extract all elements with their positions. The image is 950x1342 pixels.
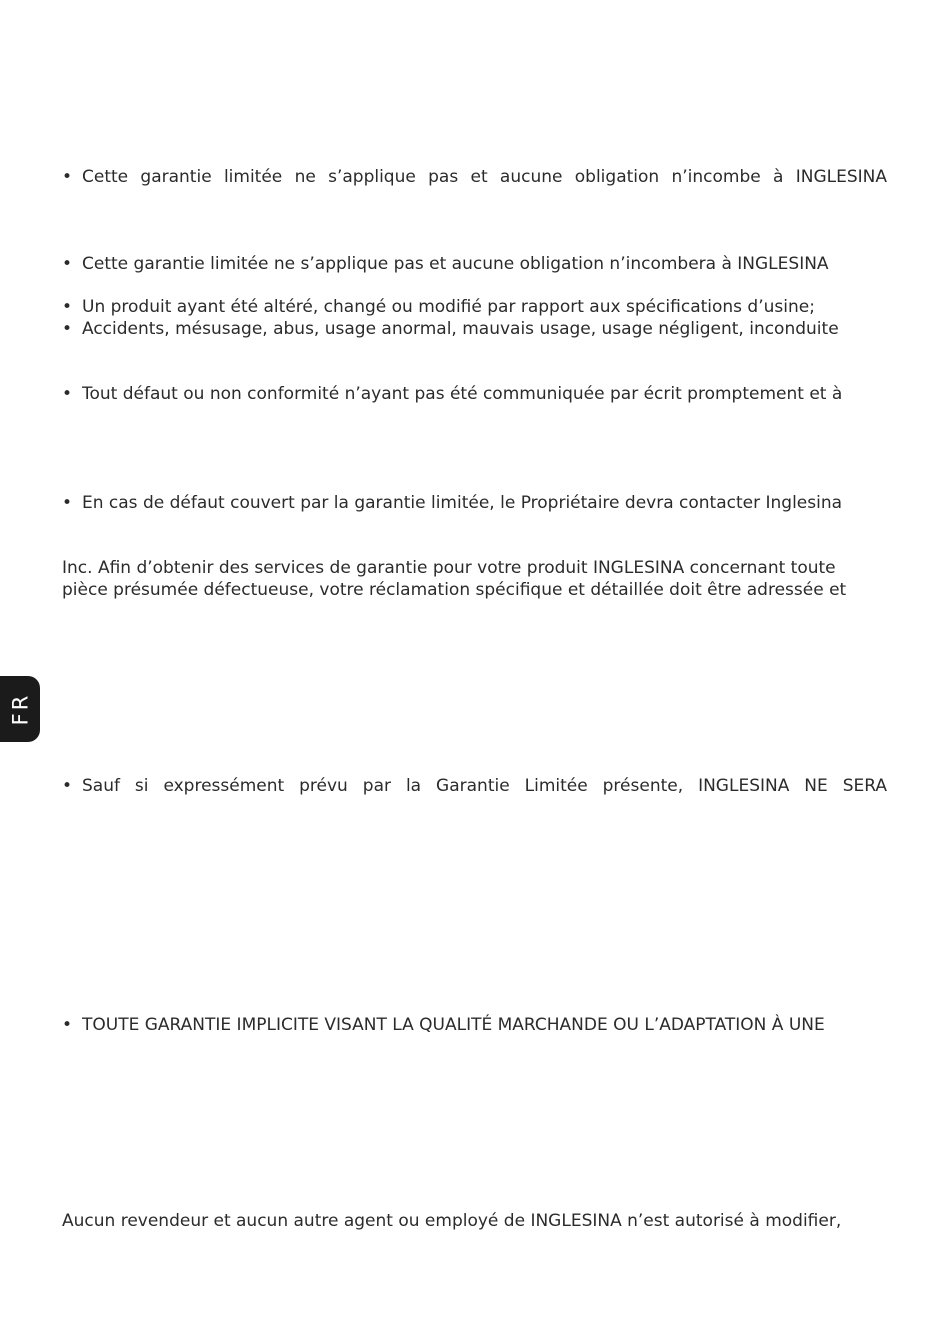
line-text: Cette garantie limitée ne s’applique pas et aucune obligation n’incombera à INGLESINA <box>82 254 829 274</box>
text-line <box>62 253 887 275</box>
text-line <box>62 296 887 318</box>
text-line <box>62 166 887 188</box>
line-text: Tout défaut ou non conformité n’ayant pas été communiquée par écrit promptement et à <box>82 384 843 404</box>
line-text: TOUTE GARANTIE IMPLICITE VISANT LA QUALITÉ MARCHANDE OU L’ADAPTATION À UNE <box>82 1015 825 1035</box>
language-tab <box>0 676 40 742</box>
text-line: Inc. Afin d’obtenir des services de garantie pour votre produit INGLESINA concernant toute <box>62 558 836 578</box>
line-text: Accidents, mésusage, abus, usage anormal, mauvais usage, usage négligent, inconduite <box>82 319 839 339</box>
language-tab-label: FR <box>7 692 32 726</box>
bullet-icon: • <box>62 493 73 513</box>
text-line: Aucun revendeur et aucun autre agent ou employé de INGLESINA n’est autorisé à modifier, <box>62 1211 842 1231</box>
line-text: Cette garantie limitée ne s’applique pas et aucune obligation n’incombe à INGLESINA <box>82 167 887 187</box>
bullet-icon: • <box>62 167 73 187</box>
text-line <box>62 775 887 797</box>
line-text: Un produit ayant été altéré, changé ou modifié par rapport aux spécifications d’usine; <box>82 297 815 317</box>
bullet-icon: • <box>62 384 73 404</box>
bullet-icon: • <box>62 319 73 339</box>
text-line <box>62 318 887 340</box>
bullet-icon: • <box>62 254 73 274</box>
bullet-icon: • <box>62 1015 73 1035</box>
bullet-icon: • <box>62 776 73 796</box>
bullet-icon: • <box>62 297 73 317</box>
text-line <box>62 1014 887 1036</box>
text-line <box>62 383 887 405</box>
line-text: Sauf si expressément prévu par la Garantie Limitée présente, INGLESINA NE SERA <box>82 776 887 796</box>
text-line: pièce présumée défectueuse, votre réclamation spécifique et détaillée doit être adressée et <box>62 580 847 600</box>
text-line <box>62 492 887 514</box>
line-text: En cas de défaut couvert par la garantie limitée, le Propriétaire devra contacter Inglesina <box>82 493 843 513</box>
